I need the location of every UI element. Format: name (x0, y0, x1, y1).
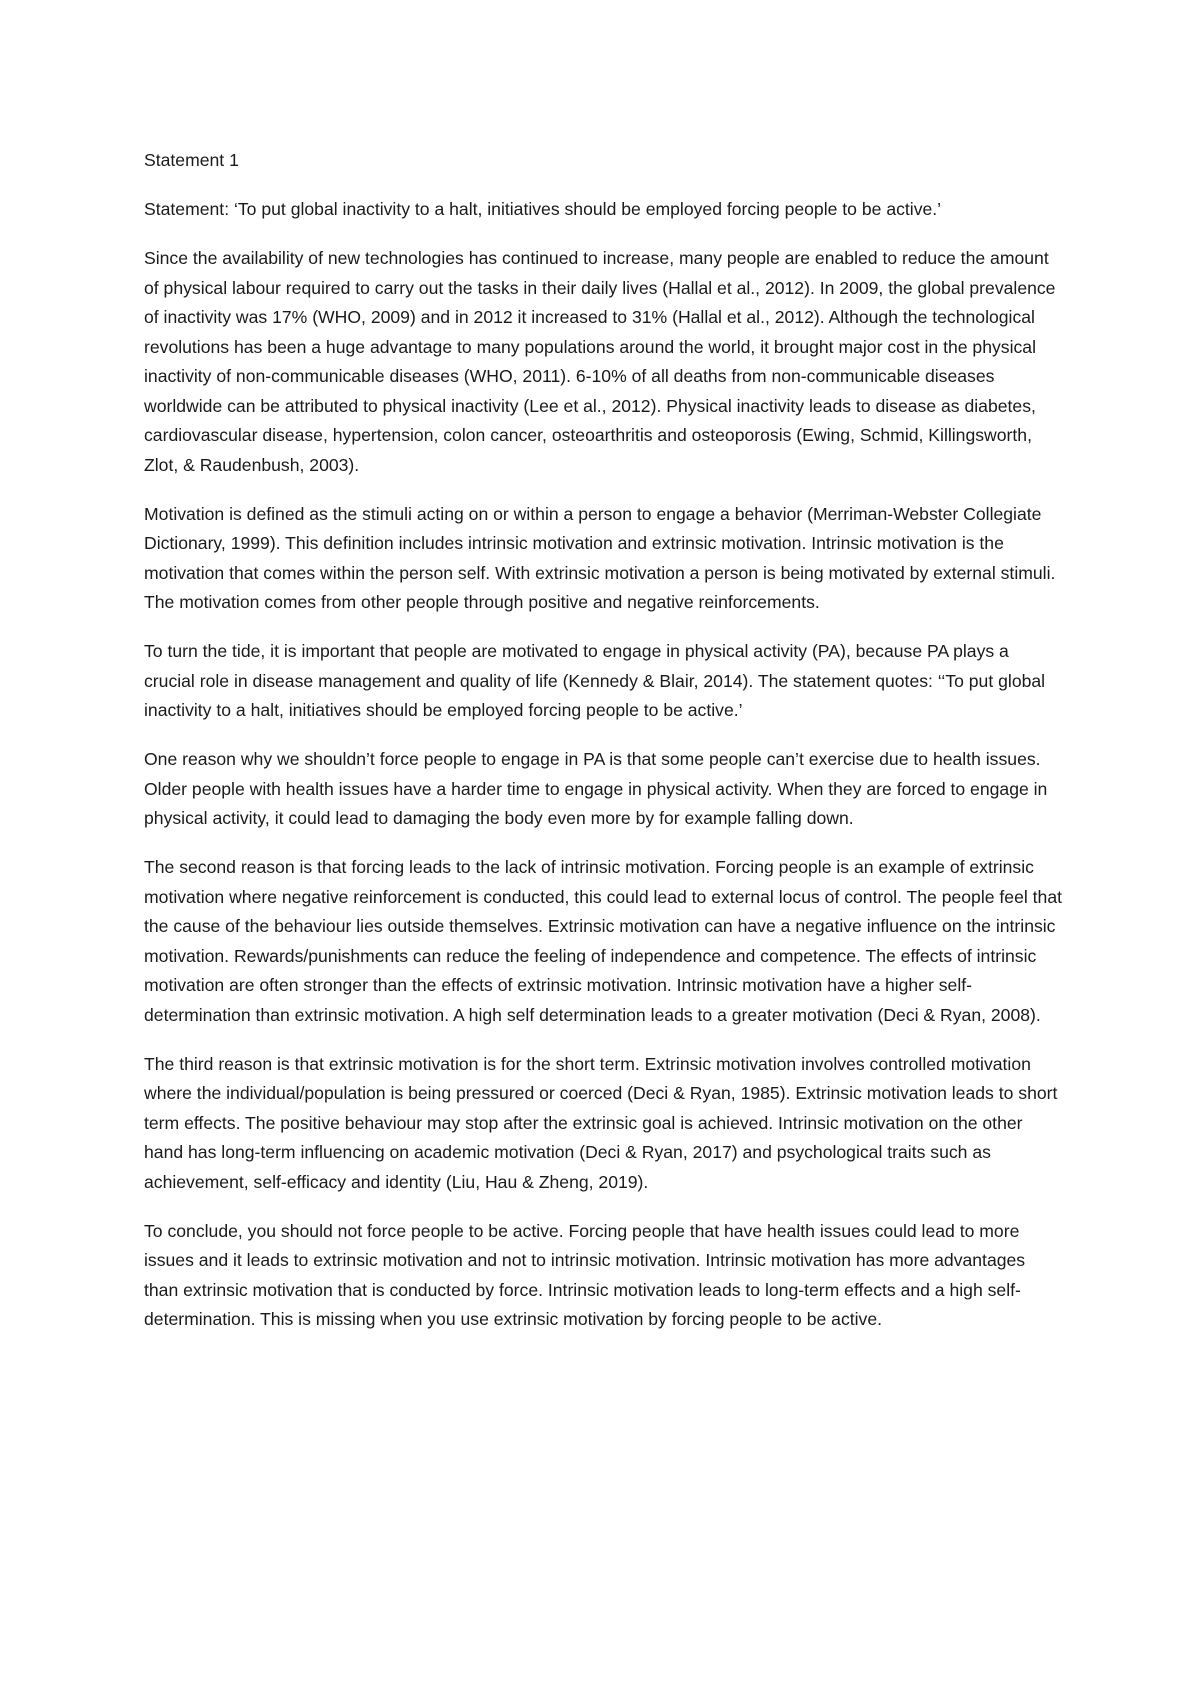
document-heading: Statement 1 (144, 150, 239, 170)
paragraph-motivation-definition: Motivation is defined as the stimuli acting on or within a person to engage a behavior (Merriman-Webster Collegiate Dictionary, 1999). This definition includes intrinsic motivation and extrinsic motivation. Intrinsic motivation is the motivation that comes within the person self. With extrinsic motivation a person is being motivated by external stimuli. The motivation comes from other people through positive and negative reinforcements. (144, 503, 1056, 612)
paragraph-conclusion: To conclude, you should not force people to be active. Forcing people that have health issues could lead to more issues and it leads to extrinsic motivation and not to intrinsic motivation. Intrinsic motivation has more advantages than extrinsic motivation that is conducted by force. Intrinsic motivation leads to long-term effects and a high self-determination. This is missing when you use extrinsic motivation by forcing people to be active. (144, 1220, 1026, 1329)
paragraph-third-reason: The third reason is that extrinsic motivation is for the short term. Extrinsic motivation involves controlled motivation where the individual/population is being pressured or coerced (Deci & Ryan, 1985). Extrinsic motivation leads to short term effects. The positive behaviour may stop after the extrinsic goal is achieved. Intrinsic motivation on the other hand has long-term influencing on academic motivation (Deci & Ryan, 2017) and psychological traits such as achievement, self-efficacy and identity (Liu, Hau & Zheng, 2019). (144, 1053, 1058, 1192)
paragraph-first-reason: One reason why we shouldn’t force people to engage in PA is that some people can’t exercise due to health issues. Older people with health issues have a harder time to engage in physical activity. When they are forced to engage in physical activity, it could lead to damaging the body even more by for example falling down. (144, 749, 1048, 828)
paragraph-introduction: Since the availability of new technologies has continued to increase, many people are enabled to reduce the amount of physical labour required to carry out the tasks in their daily lives (Hallal et al., 2012). In 2009, the global prevalence of inactivity was 17% (WHO, 2009) and in 2012 it increased to 31% (Hallal et al., 2012). Although the technological revolutions has been a huge advantage to many populations around the world, it brought major cost in the physical inactivity of non-communicable diseases (WHO, 2011). 6-10% of all deaths from non-communicable diseases worldwide can be attributed to physical inactivity (Lee et al., 2012). Physical inactivity leads to disease as diabetes, cardiovascular disease, hypertension, colon cancer, osteoarthritis and osteoporosis (Ewing, Schmid, Killingsworth, Zlot, & Raudenbush, 2003). (144, 248, 1056, 475)
document-body (144, 146, 1064, 1354)
paragraph-second-reason: The second reason is that forcing leads to the lack of intrinsic motivation. Forcing people is an example of extrinsic motivation where negative reinforcement is conducted, this could lead to external locus of control. The people feel that the cause of the behaviour lies outside themselves. Extrinsic motivation can have a negative influence on the intrinsic motivation. Rewards/punishments can reduce the feeling of independence and competence. The effects of intrinsic motivation are often stronger than the effects of extrinsic motivation. Intrinsic motivation have a higher self-determination than extrinsic motivation. A high self determination leads to a greater motivation (Deci & Ryan, 2008). (144, 857, 1063, 1025)
paragraph-turn-the-tide: To turn the tide, it is important that people are motivated to engage in physical activity (PA), because PA plays a crucial role in disease management and quality of life (Kennedy & Blair, 2014). The statement quotes: ‘‘To put global inactivity to a halt, initiatives should be employed forcing people to be active.’ (144, 641, 1046, 720)
paragraph-statement: Statement: ‘To put global inactivity to a halt, initiatives should be employed forcing people to be active.’ (144, 199, 942, 219)
